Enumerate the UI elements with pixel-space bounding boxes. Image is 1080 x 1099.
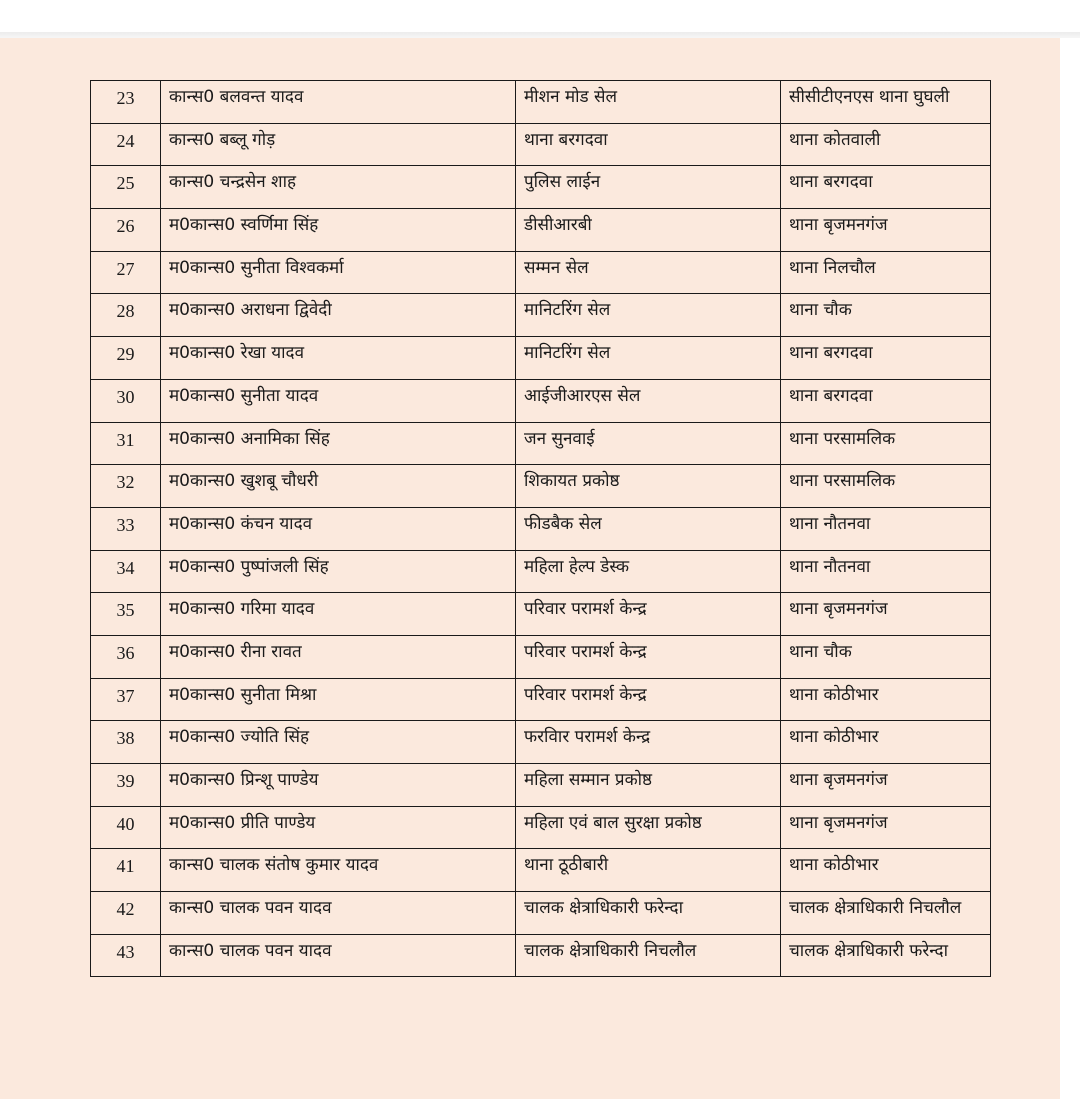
serial-number-cell: 33 xyxy=(91,507,161,550)
table-row xyxy=(91,379,991,422)
current-posting-cell: डीसीआरबी xyxy=(516,209,781,252)
serial-number-cell: 25 xyxy=(91,166,161,209)
table-row xyxy=(91,294,991,337)
name-cell: कान्स0 चन्द्रसेन शाह xyxy=(161,166,516,209)
new-posting-cell: थाना बरगदवा xyxy=(781,379,991,422)
current-posting-cell: जन सुनवाई xyxy=(516,422,781,465)
table-row xyxy=(91,251,991,294)
current-posting-cell: सम्मन सेल xyxy=(516,251,781,294)
current-posting-cell: मानिटरिंग सेल xyxy=(516,294,781,337)
table-row xyxy=(91,806,991,849)
table-row xyxy=(91,465,991,508)
serial-number-cell: 24 xyxy=(91,123,161,166)
serial-number-cell: 29 xyxy=(91,337,161,380)
name-cell: म0कान्स0 स्वर्णिमा सिंह xyxy=(161,209,516,252)
serial-number-cell: 27 xyxy=(91,251,161,294)
table-row xyxy=(91,209,991,252)
current-posting-cell: थाना ठूठीबारी xyxy=(516,849,781,892)
new-posting-cell: थाना परसामलिक xyxy=(781,465,991,508)
transfer-table-body xyxy=(91,81,991,977)
serial-number-cell: 26 xyxy=(91,209,161,252)
current-posting-cell: परिवार परामर्श केन्द्र xyxy=(516,593,781,636)
serial-number-cell: 32 xyxy=(91,465,161,508)
name-cell: कान्स0 चालक पवन यादव xyxy=(161,934,516,977)
current-posting-cell: महिला सम्मान प्रकोष्ठ xyxy=(516,764,781,807)
current-posting-cell: थाना बरगदवा xyxy=(516,123,781,166)
serial-number-cell: 42 xyxy=(91,892,161,935)
name-cell: म0कान्स0 कंचन यादव xyxy=(161,507,516,550)
name-cell: म0कान्स0 अराधना द्विवेदी xyxy=(161,294,516,337)
serial-number-cell: 28 xyxy=(91,294,161,337)
table-row xyxy=(91,337,991,380)
current-posting-cell: परिवार परामर्श केन्द्र xyxy=(516,678,781,721)
new-posting-cell: थाना निलचौल xyxy=(781,251,991,294)
new-posting-cell: थाना नौतनवा xyxy=(781,507,991,550)
serial-number-cell: 23 xyxy=(91,81,161,124)
serial-number-cell: 36 xyxy=(91,635,161,678)
table-row xyxy=(91,81,991,124)
current-posting-cell: शिकायत प्रकोष्ठ xyxy=(516,465,781,508)
table-row xyxy=(91,892,991,935)
table-row xyxy=(91,721,991,764)
new-posting-cell: थाना बृजमनगंज xyxy=(781,593,991,636)
serial-number-cell: 35 xyxy=(91,593,161,636)
name-cell: म0कान्स0 गरिमा यादव xyxy=(161,593,516,636)
new-posting-cell: थाना बरगदवा xyxy=(781,166,991,209)
table-row xyxy=(91,166,991,209)
current-posting-cell: पुलिस लाईन xyxy=(516,166,781,209)
serial-number-cell: 31 xyxy=(91,422,161,465)
current-posting-cell: परिवार परामर्श केन्द्र xyxy=(516,635,781,678)
table-row xyxy=(91,934,991,977)
serial-number-cell: 39 xyxy=(91,764,161,807)
name-cell: म0कान्स0 प्रिन्शू पाण्डेय xyxy=(161,764,516,807)
current-posting-cell: आईजीआरएस सेल xyxy=(516,379,781,422)
current-posting-cell: फरविार परामर्श केन्द्र xyxy=(516,721,781,764)
table-row xyxy=(91,635,991,678)
serial-number-cell: 30 xyxy=(91,379,161,422)
new-posting-cell: थाना कोतवाली xyxy=(781,123,991,166)
table-row xyxy=(91,422,991,465)
new-posting-cell: थाना बृजमनगंज xyxy=(781,209,991,252)
page-right-margin xyxy=(1060,38,1080,1099)
current-posting-cell: महिला हेल्प डेस्क xyxy=(516,550,781,593)
name-cell: म0कान्स0 पुष्पांजली सिंह xyxy=(161,550,516,593)
name-cell: म0कान्स0 अनामिका सिंह xyxy=(161,422,516,465)
name-cell: म0कान्स0 प्रीति पाण्डेय xyxy=(161,806,516,849)
serial-number-cell: 40 xyxy=(91,806,161,849)
serial-number-cell: 43 xyxy=(91,934,161,977)
new-posting-cell: थाना कोठीभार xyxy=(781,721,991,764)
current-posting-cell: फीडबैक सेल xyxy=(516,507,781,550)
new-posting-cell: सीसीटीएनएस थाना घुघली xyxy=(781,81,991,124)
current-posting-cell: महिला एवं बाल सुरक्षा प्रकोष्ठ xyxy=(516,806,781,849)
current-posting-cell: चालक क्षेत्राधिकारी निचलौल xyxy=(516,934,781,977)
serial-number-cell: 41 xyxy=(91,849,161,892)
current-posting-cell: चालक क्षेत्राधिकारी फरेन्दा xyxy=(516,892,781,935)
name-cell: म0कान्स0 सुनीता यादव xyxy=(161,379,516,422)
new-posting-cell: थाना नौतनवा xyxy=(781,550,991,593)
new-posting-cell: थाना चौक xyxy=(781,635,991,678)
serial-number-cell: 34 xyxy=(91,550,161,593)
table-row xyxy=(91,550,991,593)
new-posting-cell: थाना चौक xyxy=(781,294,991,337)
name-cell: म0कान्स0 रीना रावत xyxy=(161,635,516,678)
table-row xyxy=(91,678,991,721)
current-posting-cell: मीशन मोड सेल xyxy=(516,81,781,124)
new-posting-cell: चालक क्षेत्राधिकारी निचलौल xyxy=(781,892,991,935)
name-cell: कान्स0 बलवन्त यादव xyxy=(161,81,516,124)
name-cell: म0कान्स0 सुनीता मिश्रा xyxy=(161,678,516,721)
table-row xyxy=(91,593,991,636)
name-cell: कान्स0 चालक पवन यादव xyxy=(161,892,516,935)
table-row xyxy=(91,764,991,807)
name-cell: म0कान्स0 ज्योति सिंह xyxy=(161,721,516,764)
name-cell: म0कान्स0 खुशबू चौधरी xyxy=(161,465,516,508)
transfer-table xyxy=(90,80,991,977)
new-posting-cell: थाना कोठीभार xyxy=(781,849,991,892)
serial-number-cell: 37 xyxy=(91,678,161,721)
table-row xyxy=(91,849,991,892)
top-strip xyxy=(0,0,1080,32)
new-posting-cell: थाना बृजमनगंज xyxy=(781,764,991,807)
new-posting-cell: चालक क्षेत्राधिकारी फरेन्दा xyxy=(781,934,991,977)
name-cell: म0कान्स0 सुनीता विश्वकर्मा xyxy=(161,251,516,294)
serial-number-cell: 38 xyxy=(91,721,161,764)
current-posting-cell: मानिटरिंग सेल xyxy=(516,337,781,380)
new-posting-cell: थाना बरगदवा xyxy=(781,337,991,380)
new-posting-cell: थाना कोठीभार xyxy=(781,678,991,721)
table-row xyxy=(91,507,991,550)
name-cell: कान्स0 बब्लू गोड़ xyxy=(161,123,516,166)
name-cell: म0कान्स0 रेखा यादव xyxy=(161,337,516,380)
new-posting-cell: थाना बृजमनगंज xyxy=(781,806,991,849)
new-posting-cell: थाना परसामलिक xyxy=(781,422,991,465)
name-cell: कान्स0 चालक संतोष कुमार यादव xyxy=(161,849,516,892)
table-row xyxy=(91,123,991,166)
